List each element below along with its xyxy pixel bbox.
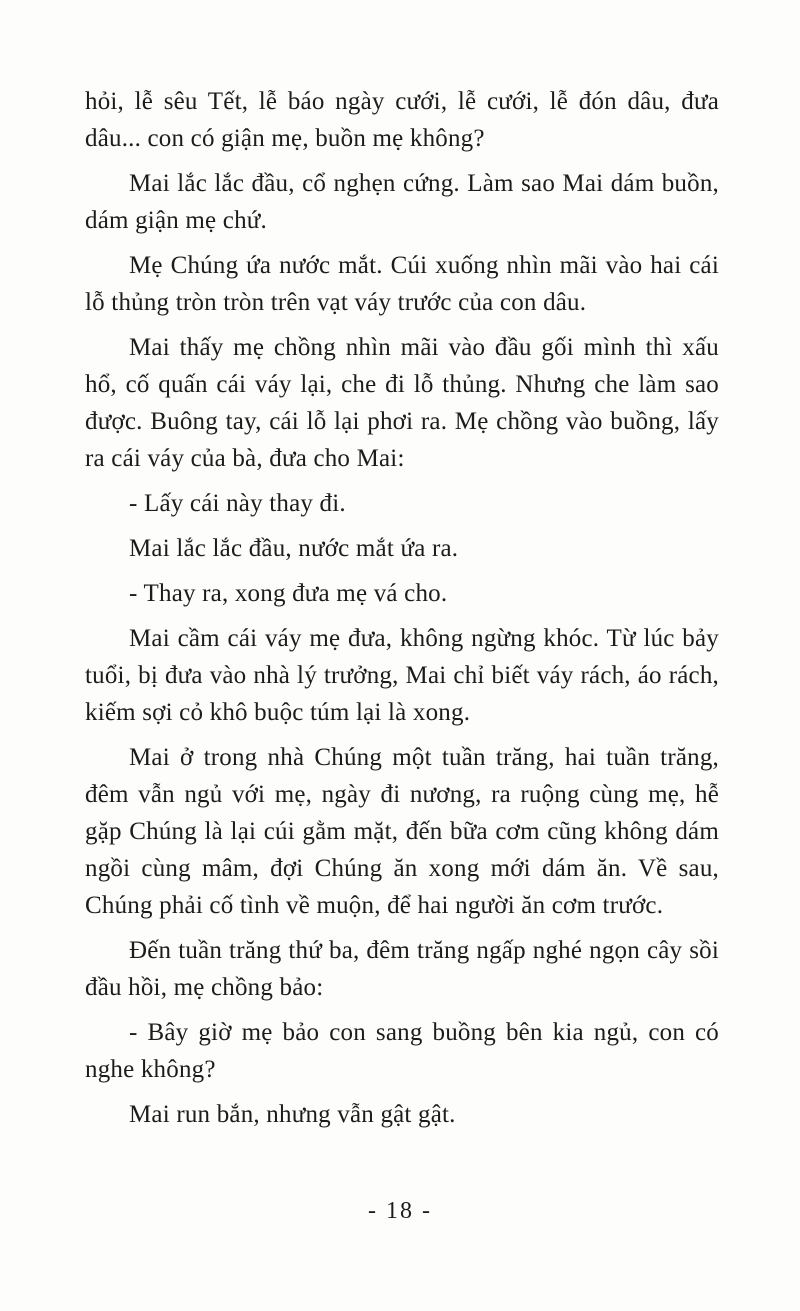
paragraph: Mẹ Chúng ứa nước mắt. Cúi xuống nhìn mãi vào hai cái lỗ thủng tròn tròn trên vạt váy trước của con dâu. xyxy=(85,252,719,316)
paragraph: Mai lắc lắc đầu, cổ nghẹn cứng. Làm sao Mai dám buồn, dám giận mẹ chứ. xyxy=(85,170,719,234)
paragraph: Mai cầm cái váy mẹ đưa, không ngừng khóc. Từ lúc bảy tuổi, bị đưa vào nhà lý trưởng, Mai chỉ biết váy rách, áo rách, kiếm sợi cỏ khô buộc túm lại là xong. xyxy=(85,625,719,726)
paragraph: Đến tuần trăng thứ ba, đêm trăng ngấp nghé ngọn cây sồi đầu hồi, mẹ chồng bảo: xyxy=(85,937,719,1001)
dialogue-line: - Bây giờ mẹ bảo con sang buồng bên kia ngủ, con có nghe không? xyxy=(85,1019,719,1083)
dialogue-line: - Lấy cái này thay đi. xyxy=(129,490,346,517)
text-block xyxy=(85,83,719,1141)
paragraph: Mai thấy mẹ chồng nhìn mãi vào đầu gối mình thì xấu hổ, cố quấn cái váy lại, che đi lỗ thủng. Nhưng che làm sao được. Buông tay, cái lỗ lại phơi ra. Mẹ chồng vào buồng, lấy ra cái váy của bà, đưa cho Mai: xyxy=(85,334,719,472)
page-number: - 18 - xyxy=(368,1198,432,1224)
dialogue-line: - Thay ra, xong đưa mẹ vá cho. xyxy=(129,580,448,607)
paragraph-continued: hỏi, lễ sêu Tết, lễ báo ngày cưới, lễ cưới, lễ đón dâu, đưa dâu... con có giận mẹ, buồn mẹ không? xyxy=(85,88,719,152)
paragraph: Mai lắc lắc đầu, nước mắt ứa ra. xyxy=(129,535,459,562)
paragraph: Mai ở trong nhà Chúng một tuần trăng, hai tuần trăng, đêm vẫn ngủ với mẹ, ngày đi nương, ra ruộng cùng mẹ, hễ gặp Chúng là lại cúi gằm mặt, đến bữa cơm cũng không dám ngồi cùng mâm, đợi Chúng ăn xong mới dám ăn. Về sau, Chúng phải cố tình về muộn, để hai người ăn cơm trước. xyxy=(85,744,719,919)
paragraph: Mai run bắn, nhưng vẫn gật gật. xyxy=(129,1101,456,1128)
